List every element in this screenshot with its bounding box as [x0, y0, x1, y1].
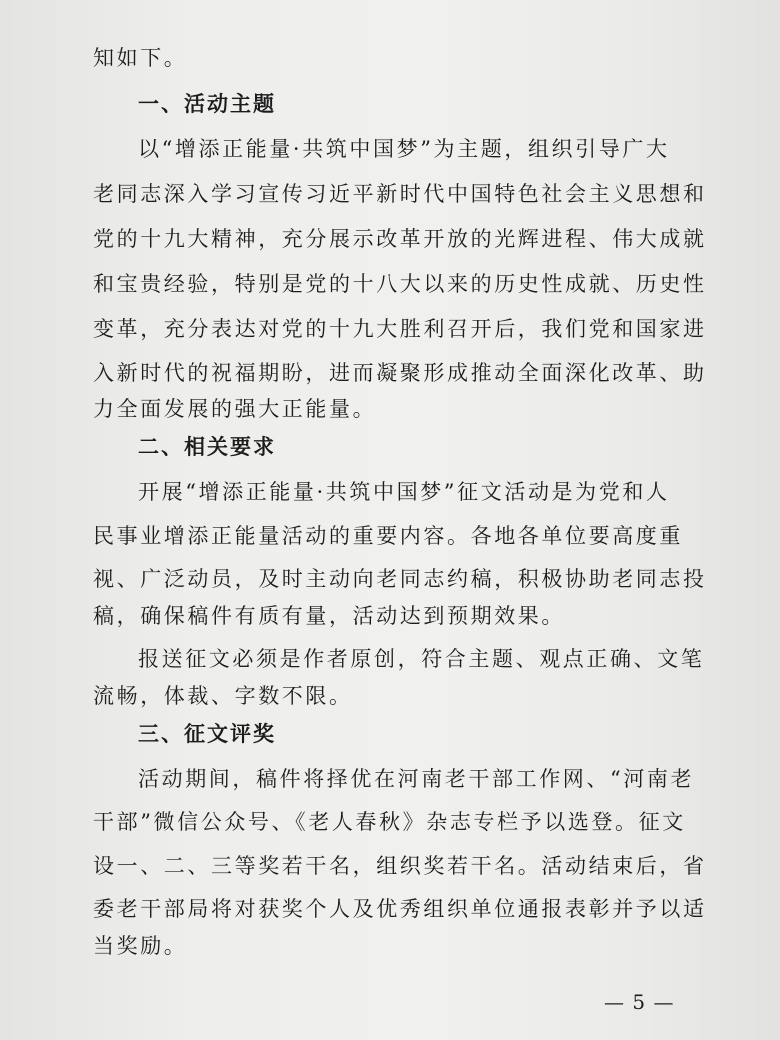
paragraph-line: 入新时代的祝福期盼，进而凝聚形成推动全面深化改革、助	[93, 361, 707, 385]
paragraph-line: 变革，充分表达对党的十九大胜利召开后，我们党和国家进	[93, 317, 707, 341]
paragraph-line: 党的十九大精神，充分展示改革开放的光辉进程、伟大成就	[93, 227, 707, 251]
paragraph-line: 和宝贵经验，特别是党的十八大以来的历史性成就、历史性	[93, 272, 707, 296]
paragraph-line: 流畅，体裁、字数不限。	[93, 684, 353, 708]
paragraph-line: 开展“增添正能量·共筑中国梦”征文活动是为党和人	[138, 480, 670, 504]
paragraph-line: 老同志深入学习宣传习近平新时代中国特色社会主义思想和	[93, 182, 707, 206]
paragraph-line: 活动期间，稿件将择优在河南老干部工作网、“河南老	[138, 767, 695, 791]
section-heading-theme: 一、活动主题	[138, 92, 276, 116]
section-heading-awards: 三、征文评奖	[138, 722, 276, 746]
paragraph-line: 视、广泛动员，及时主动向老同志约稿，积极协助老同志投	[93, 567, 707, 591]
paragraph-line: 知如下。	[93, 46, 188, 70]
paragraph-line: 报送征文必须是作者原创，符合主题、观点正确、文笔	[138, 647, 705, 671]
paragraph-line: 干部”微信公众号、《老人春秋》杂志专栏予以选登。征文	[93, 810, 686, 834]
paragraph-line: 委老干部局将对获奖个人及优秀组织单位通报表彰并予以适	[93, 897, 707, 921]
section-heading-requirements: 二、相关要求	[138, 435, 276, 459]
paragraph-line: 力全面发展的强大正能量。	[93, 397, 377, 421]
paragraph-line: 民事业增添正能量活动的重要内容。各地各单位要高度重	[93, 524, 683, 548]
paragraph-line: 稿，确保稿件有质有量，活动达到预期效果。	[93, 604, 565, 628]
paragraph-line: 当奖励。	[93, 934, 188, 958]
page-number: — 5 —	[604, 990, 675, 1014]
paragraph-line: 设一、二、三等奖若干名，组织奖若干名。活动结束后，省	[93, 854, 707, 878]
paragraph-line: 以“增添正能量·共筑中国梦”为主题，组织引导广大	[138, 137, 670, 161]
